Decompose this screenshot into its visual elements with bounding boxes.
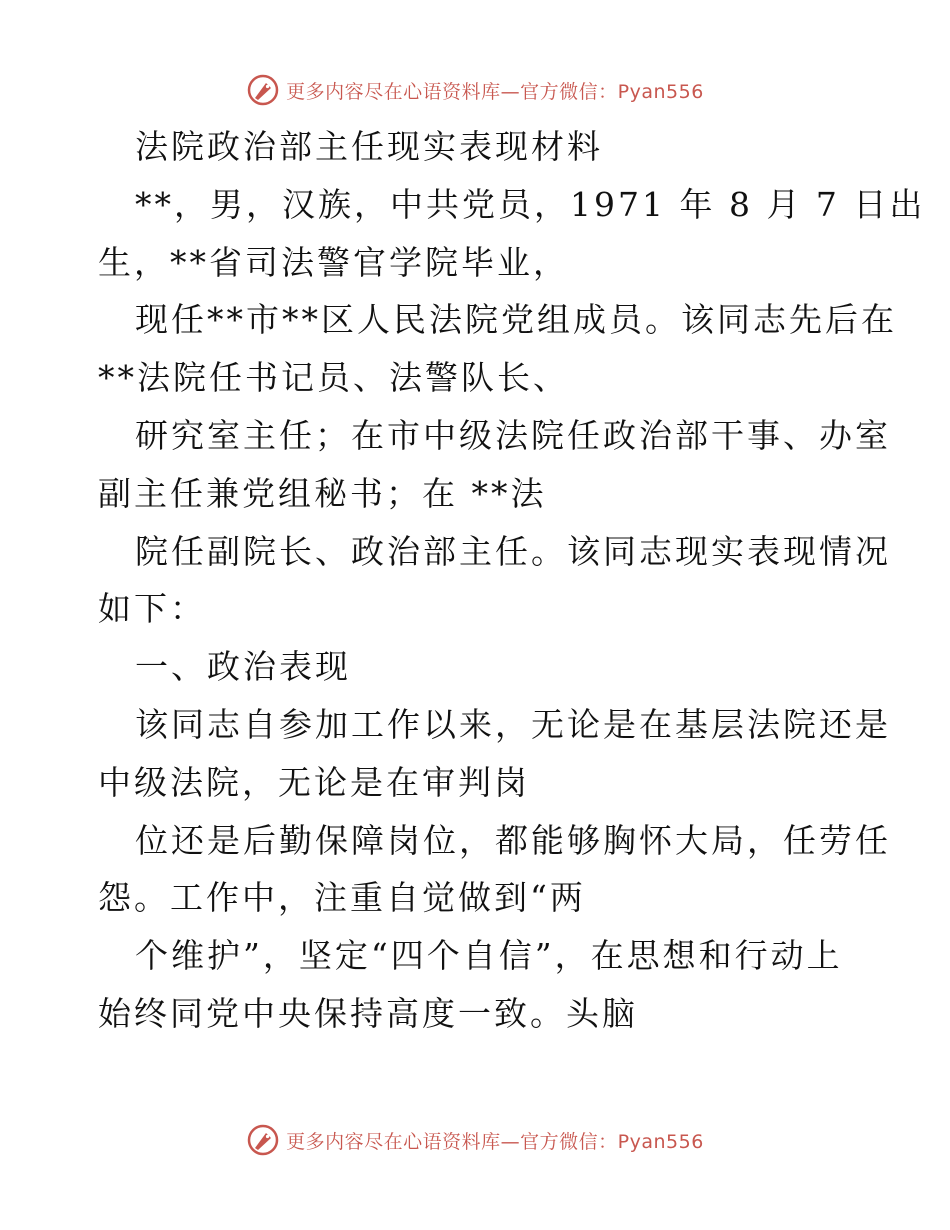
document-line: 现任**市**区人民法院党组成员。该同志先后在 [135,300,897,340]
document-line: **法院任书记员、法警队长、 [98,358,569,398]
document-line: **，男，汉族，中共党员，1971 年 8 月 7 日出 [135,184,926,224]
document-line: 如下： [98,589,206,629]
document-line: 个维护”，坚定“四个自信”，在思想和行动上 [135,936,843,976]
watermark-banner-bottom [0,1120,950,1160]
document-line: 研究室主任；在市中级法院任政治部干事、办室 [135,415,891,455]
document-line: 位还是后勤保障岗位，都能够胸怀大局，任劳任 [135,820,891,860]
pen-nib-logo-icon [246,73,280,107]
document-body [98,118,926,1043]
document-line: 法院政治部主任现实表现材料 [135,127,603,166]
pen-nib-logo-icon [246,1123,280,1157]
document-line: 一、政治表现 [135,647,351,687]
document-line: 生，**省司法警官学院毕业， [98,242,569,282]
document-line: 始终同党中央保持高度一致。头脑 [98,993,638,1033]
watermark-banner-top [0,70,950,110]
document-line: 中级法院，无论是在审判岗 [98,762,530,802]
watermark-text: 更多内容尽在心语资料库—官方微信：Pyan556 [286,1130,704,1153]
watermark-text: 更多内容尽在心语资料库—官方微信：Pyan556 [286,80,704,103]
document-line: 该同志自参加工作以来，无论是在基层法院还是 [135,704,891,744]
document-line: 副主任兼党组秘书；在 **法 [98,473,547,513]
document-line: 院任副院长、政治部主任。该同志现实表现情况 [135,531,891,571]
document-line: 怨。工作中，注重自觉做到“两 [98,878,586,918]
